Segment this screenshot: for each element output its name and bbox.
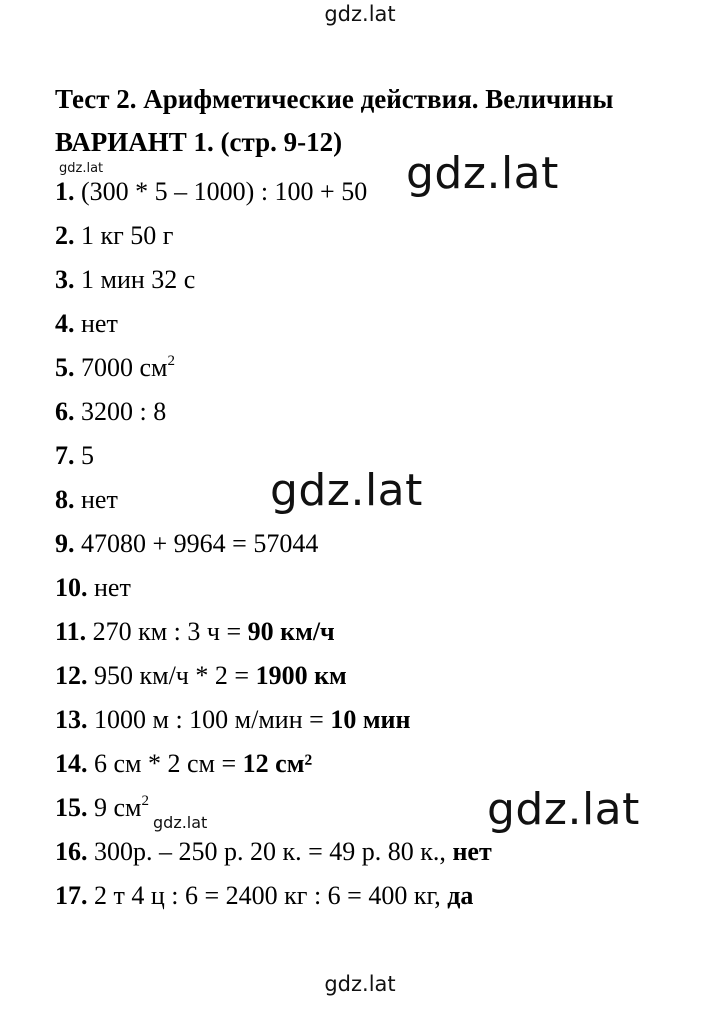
answer-text: 300р. – 250 р. 20 к. = 49 р. 80 к.,	[87, 837, 453, 866]
answer-text: нет	[74, 309, 118, 338]
answer-number: 14.	[55, 749, 88, 778]
answer-row-12	[55, 654, 492, 698]
answer-text: 5	[74, 441, 94, 470]
answer-number: 7.	[55, 441, 75, 470]
answer-text: нет	[87, 573, 131, 602]
answers-list	[55, 170, 492, 918]
answer-number: 16.	[55, 837, 88, 866]
answer-text: 9 см	[87, 793, 142, 822]
answer-row-5	[55, 346, 492, 390]
answer-number: 9.	[55, 529, 75, 558]
test-title: Тест 2. Арифметические действия. Величины	[55, 84, 614, 114]
answer-result: 1900 км	[255, 661, 347, 690]
answer-row-10	[55, 566, 492, 610]
watermark-top: gdz.lat	[324, 2, 396, 26]
answer-number: 5.	[55, 353, 75, 382]
watermark-small-2: gdz.lat	[153, 813, 208, 832]
answer-row-2	[55, 214, 492, 258]
answer-row-16	[55, 830, 492, 874]
answer-result: нет	[452, 837, 492, 866]
answer-number: 11.	[55, 617, 87, 646]
answer-text: 1000 м : 100 м/мин =	[87, 705, 331, 734]
answer-row-14	[55, 742, 492, 786]
answer-result: да	[447, 881, 474, 910]
superscript: 2	[141, 793, 149, 809]
answer-row-4	[55, 302, 492, 346]
answer-text: 1 кг 50 г	[74, 221, 174, 250]
watermark-large-3: gdz.lat	[487, 784, 640, 835]
answer-row-17	[55, 874, 492, 918]
answer-result: 10 мин	[330, 705, 411, 734]
watermark-bottom: gdz.lat	[324, 972, 396, 996]
answer-text: (300 * 5 – 1000) : 100 + 50	[74, 177, 368, 206]
answer-text: 3200 : 8	[74, 397, 167, 426]
answer-row-13	[55, 698, 492, 742]
answer-row-15	[55, 786, 492, 830]
answer-row-3	[55, 258, 492, 302]
superscript: 2	[167, 353, 175, 369]
answer-text: 1 мин 32 с	[74, 265, 196, 294]
answer-text: нет	[74, 485, 118, 514]
answer-result: 90 км/ч	[247, 617, 335, 646]
answer-text: 7000 см	[74, 353, 168, 382]
answer-number: 8.	[55, 485, 75, 514]
answer-text: 47080 + 9964 = 57044	[74, 529, 319, 558]
answer-number: 2.	[55, 221, 75, 250]
answer-number: 1.	[55, 177, 75, 206]
watermark-small-1: gdz.lat	[59, 161, 104, 176]
answer-number: 10.	[55, 573, 88, 602]
answer-row-11	[55, 610, 492, 654]
answer-number: 17.	[55, 881, 88, 910]
answer-result: 12 см²	[242, 749, 313, 778]
watermark-large-2: gdz.lat	[270, 465, 423, 516]
answer-number: 6.	[55, 397, 75, 426]
answer-text: 6 см * 2 см =	[87, 749, 243, 778]
answer-number: 13.	[55, 705, 88, 734]
answer-text: 950 км/ч * 2 =	[87, 661, 256, 690]
answer-number: 15.	[55, 793, 88, 822]
answer-number: 12.	[55, 661, 88, 690]
watermark-large-1: gdz.lat	[406, 148, 559, 199]
answer-number: 4.	[55, 309, 75, 338]
answer-row-6	[55, 390, 492, 434]
answer-text: 270 км : 3 ч =	[86, 617, 248, 646]
answer-text: 2 т 4 ц : 6 = 2400 кг : 6 = 400 кг,	[87, 881, 448, 910]
answer-row-9	[55, 522, 492, 566]
variant-title: ВАРИАНТ 1. (стр. 9-12)	[55, 127, 343, 157]
answer-number: 3.	[55, 265, 75, 294]
